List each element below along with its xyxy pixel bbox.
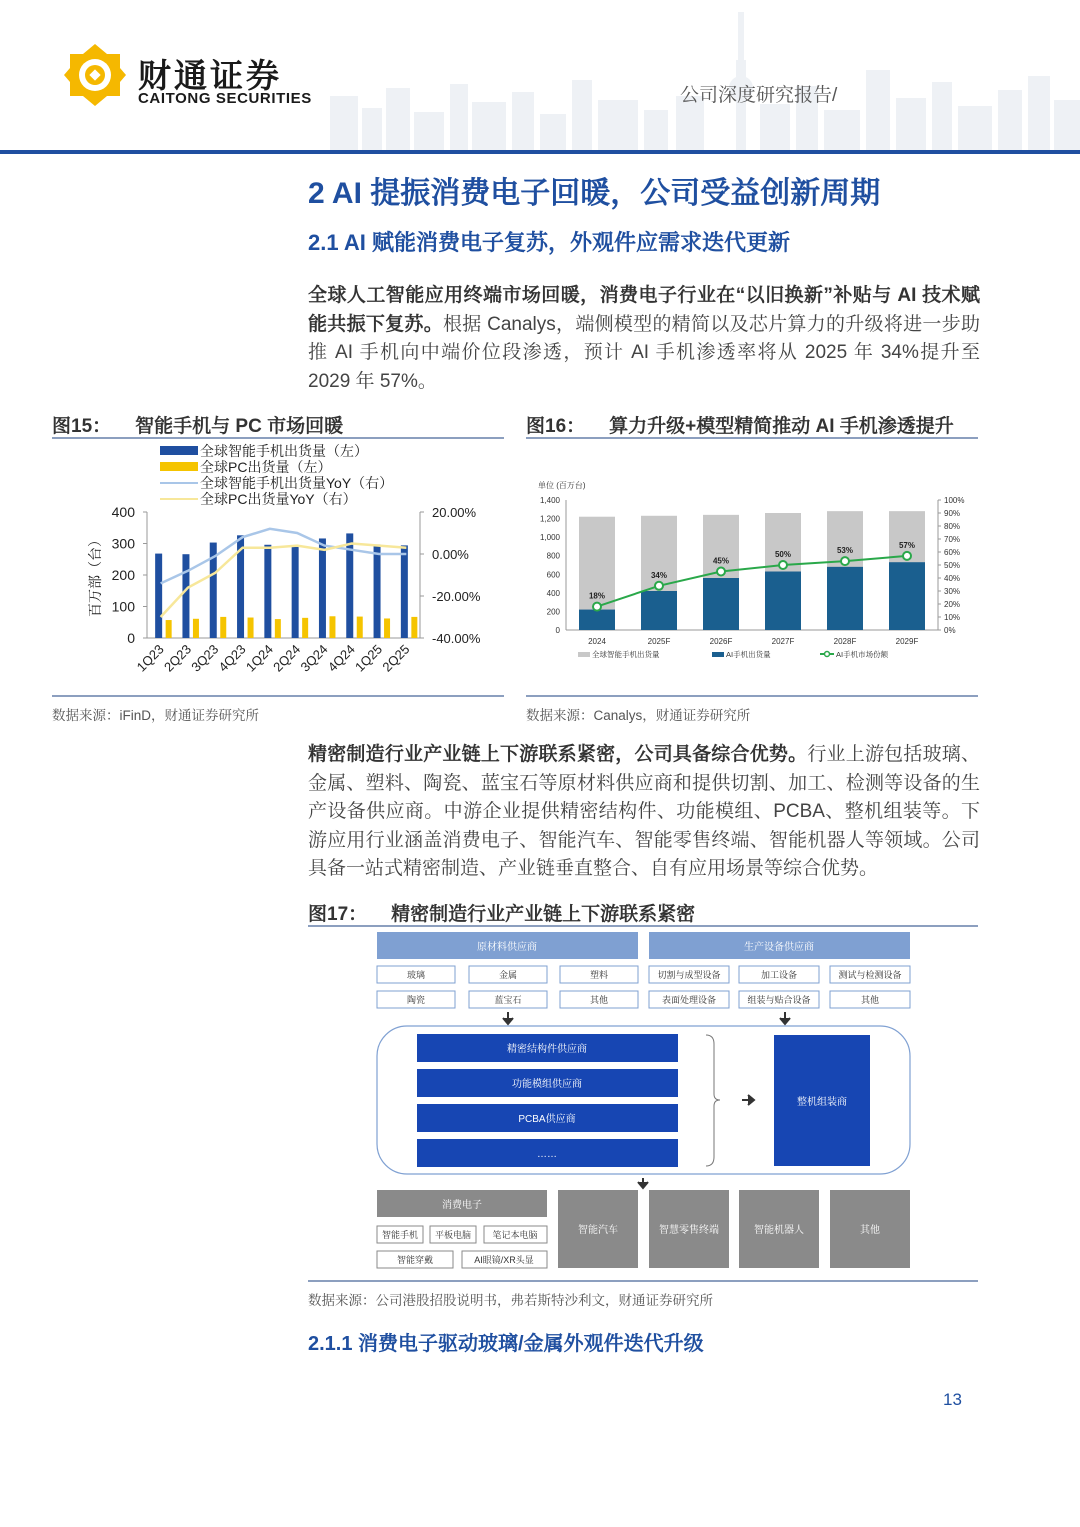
bar-ai-shipments	[765, 572, 801, 631]
raw-material-title: 原材料供应商	[477, 942, 537, 953]
ai-share-label: 57%	[898, 540, 916, 550]
arrow-down-icon	[780, 1012, 790, 1024]
x-tick-label: 2Q25	[379, 641, 413, 675]
x-tick-label: 2024	[588, 637, 606, 646]
y-tick-label: 0	[127, 630, 135, 646]
paragraph-1-body: 根据 Canalys，端侧模型的精简以及芯片算力的升级将进一步助推 AI 手机向中端价位段渗透，预计 AI 手机渗透率将从 2025 年 34%提升至 2029 年 57%。	[308, 313, 980, 392]
ai-share-label: 50%	[774, 550, 792, 559]
bar-smartphone	[319, 538, 326, 638]
fig17-number: 图17：	[308, 904, 368, 925]
consumer-item-tablet: 平板电脑	[434, 1230, 472, 1240]
fig15-number: 图15：	[52, 416, 112, 437]
legend-label: AI手机出货量	[726, 650, 771, 659]
fig16-top-rule	[526, 437, 978, 439]
x-tick-label: 2026F	[709, 637, 733, 646]
y2-tick-label: 0%	[944, 626, 956, 635]
bar-ai-shipments	[827, 567, 863, 630]
x-tick-label: 3Q24	[297, 641, 331, 675]
fig15-bottom-rule	[52, 695, 504, 697]
y-tick-label: 1,200	[539, 514, 560, 524]
y-axis-title: 百万部（台）	[87, 533, 103, 617]
paragraph-2-body: 行业上游包括玻璃、金属、塑料、陶瓷、蓝宝石等原材料供应商和提供切割、加工、检测等设备的生产设备供应商。中游企业提供精密结构件、功能模组、PCBA、整机组装等。下游应用行业涵盖消费电子、智能汽车、智能零售终端、智能机器人等领域。公司具备一站式精密制造、产业链垂直整合、自有应用场景等综合优势。	[308, 744, 980, 879]
y-tick-label: 600	[546, 570, 560, 580]
x-tick-label: 4Q23	[215, 641, 249, 675]
bar-ai-shipments	[641, 591, 677, 630]
raw-item-metal: 金属	[498, 970, 518, 980]
downstream-other: 其他	[860, 1225, 880, 1236]
legend-swatch	[825, 652, 830, 657]
x-tick-label: 2Q24	[270, 641, 304, 675]
downstream-robot: 智能机器人	[754, 1225, 804, 1236]
ai-share-point	[903, 552, 911, 560]
consumer-title: 消费电子	[442, 1200, 482, 1211]
y2-tick-label: 60%	[944, 548, 961, 557]
consumer-item-wearable: 智能穿戴	[396, 1255, 434, 1265]
fig17-bottom-rule	[308, 1280, 978, 1282]
mid-function-modules: 功能模组供应商	[512, 1079, 582, 1090]
y-tick-label: 100	[111, 598, 135, 615]
legend-swatch	[578, 652, 590, 657]
raw-item-glass: 玻璃	[406, 970, 426, 980]
fig16-caption: 算力升级+模型精简推动 AI 手机渗透提升	[609, 416, 954, 437]
fig17-caption: 精密制造行业产业链上下游联系紧密	[391, 904, 696, 925]
equipment-title: 生产设备供应商	[744, 942, 814, 953]
paragraph-2	[308, 741, 980, 884]
y2-tick-label: 80%	[944, 522, 961, 531]
raw-item-sapphire: 蓝宝石	[494, 995, 522, 1005]
header-rule	[0, 150, 1080, 154]
bar-smartphone	[292, 546, 299, 638]
y2-tick-label: 20.00%	[432, 505, 477, 520]
consumer-item-laptop: 笔记本电脑	[492, 1230, 538, 1240]
y-tick-label: 1,400	[539, 496, 560, 505]
y2-tick-label: -40.00%	[432, 631, 481, 646]
paragraph-1	[308, 282, 980, 396]
paragraph-2-lead: 精密制造行业产业链上下游联系紧密，公司具备综合优势。	[308, 744, 808, 765]
x-tick-label: 2027F	[771, 637, 795, 646]
consumer-item-ai-glasses: AI眼镜/XR头显	[474, 1255, 534, 1265]
legend-swatch	[160, 446, 198, 455]
legend-label: 全球智能手机出货量（左）	[200, 443, 368, 459]
fig16-source: 数据来源：Canalys，财通证券研究所	[526, 708, 751, 723]
y2-tick-label: 0.00%	[432, 547, 469, 562]
y2-tick-label: 90%	[944, 509, 961, 518]
fig17-source: 数据来源：公司港股招股说明书，弗若斯特沙利文，财通证券研究所	[308, 1293, 713, 1308]
bar-ai-shipments	[579, 610, 615, 630]
assembler-label: 整机组装商	[797, 1097, 847, 1108]
legend-label: 全球智能手机出货量YoY（右）	[200, 475, 394, 491]
fig15-source: 数据来源：iFinD，财通证券研究所	[52, 708, 260, 723]
y-tick-label: 0	[555, 626, 560, 635]
brand-name-en: CAITONG SECURITIES	[138, 90, 312, 107]
y2-tick-label: 30%	[944, 587, 961, 596]
x-tick-label: 1Q24	[242, 641, 276, 675]
bar-smartphone	[182, 554, 189, 638]
y2-tick-label: 100%	[944, 496, 965, 505]
x-tick-label: 1Q23	[133, 641, 167, 675]
y-tick-label: 1,000	[539, 533, 560, 543]
ai-share-point	[593, 603, 601, 611]
subsection-title: 2.1 AI 赋能消费电子复苏，外观件应需求迭代更新	[308, 230, 790, 255]
mid-more: ……	[537, 1149, 557, 1160]
y2-tick-label: -20.00%	[432, 589, 481, 604]
x-tick-label: 2029F	[895, 637, 919, 646]
bar-pc	[329, 616, 335, 638]
y2-tick-label: 20%	[944, 600, 961, 609]
report-type: 公司深度研究报告/	[680, 85, 838, 106]
bar-smartphone	[374, 544, 381, 638]
fig15-chart	[52, 440, 504, 690]
unit-label: 单位 (百万台)	[538, 481, 586, 490]
ai-share-point	[655, 582, 663, 590]
raw-item-ceramic: 陶瓷	[406, 995, 426, 1005]
raw-item-other: 其他	[589, 995, 609, 1005]
page-number: 13	[943, 1390, 962, 1409]
fig16-bottom-rule	[526, 695, 978, 697]
y2-tick-label: 70%	[944, 535, 961, 544]
bar-smartphone	[264, 545, 271, 638]
bar-pc	[357, 617, 363, 638]
x-tick-label: 2Q23	[160, 641, 195, 675]
bar-pc	[302, 618, 308, 638]
bar-ai-shipments	[889, 562, 925, 630]
bar-smartphone	[401, 545, 408, 638]
ai-share-point	[841, 557, 849, 565]
legend-swatch	[160, 462, 198, 471]
legend-label: 全球智能手机出货量	[592, 650, 660, 659]
mid-structural-parts: 精密结构件供应商	[507, 1044, 587, 1055]
equip-item-assembly: 组装与贴合设备	[747, 995, 811, 1005]
x-tick-label: 1Q25	[352, 641, 386, 675]
subsubsection-title: 2.1.1 消费电子驱动玻璃/金属外观件迭代升级	[308, 1333, 704, 1355]
ai-share-label: 18%	[588, 591, 606, 601]
arrow-down-icon	[503, 1012, 513, 1024]
bar-pc	[193, 619, 199, 638]
y-tick-label: 200	[111, 567, 135, 583]
equip-item-testing: 测试与检测设备	[838, 970, 902, 980]
ai-share-point	[717, 568, 725, 576]
equip-item-processing: 加工设备	[760, 970, 798, 980]
fig17-title	[308, 899, 695, 926]
raw-item-plastic: 塑料	[589, 970, 609, 980]
bar-pc	[248, 618, 254, 638]
bar-smartphone	[155, 554, 162, 638]
bar-ai-shipments	[703, 578, 739, 630]
mid-pcba: PCBA供应商	[518, 1114, 576, 1125]
x-tick-label: 4Q24	[324, 641, 358, 675]
fig15-caption: 智能手机与 PC 市场回暖	[135, 416, 344, 437]
y2-tick-label: 50%	[944, 561, 961, 570]
x-tick-label: 2025F	[647, 637, 671, 646]
caitong-logo-icon	[62, 42, 128, 108]
consumer-item-phone: 智能手机	[381, 1230, 419, 1240]
line-smartphone-yoy	[161, 529, 407, 584]
x-tick-label: 2028F	[833, 637, 857, 646]
downstream-auto: 智能汽车	[578, 1225, 618, 1236]
fig16-number: 图16：	[526, 416, 586, 437]
fig15-title	[52, 411, 343, 438]
ai-share-label: 34%	[650, 570, 668, 580]
equip-item-cutting: 切割与成型设备	[657, 970, 721, 980]
fig15-top-rule	[52, 437, 504, 439]
y2-tick-label: 40%	[944, 574, 961, 583]
downstream-retail: 智慧零售终端	[659, 1225, 719, 1236]
equip-item-other: 其他	[860, 995, 880, 1005]
paragraph-1-lead: 全球人工智能应用终端市场回暖，消费电子行业在“以旧换新”补贴与 AI 技术赋能共振下复苏。	[308, 285, 980, 335]
ai-share-point	[779, 561, 787, 569]
y-tick-label: 300	[111, 535, 135, 552]
section-title: 2 AI 提振消费电子回暖，公司受益创新周期	[308, 177, 881, 210]
x-tick-label: 3Q23	[188, 641, 222, 675]
y-tick-label: 400	[546, 588, 560, 598]
bar-pc	[275, 619, 281, 638]
line-pc-yoy	[161, 544, 407, 618]
fig16-chart	[526, 470, 978, 670]
bar-pc	[166, 620, 172, 638]
legend-label: 全球PC出货量YoY（右）	[200, 491, 357, 507]
arrow-down-icon	[638, 1178, 648, 1188]
legend-label: 全球PC出货量（左）	[200, 459, 332, 475]
bar-pc	[411, 617, 417, 638]
y-tick-label: 400	[111, 504, 135, 520]
legend-label: AI手机市场份额	[836, 650, 889, 659]
bar-pc	[220, 617, 226, 638]
brand-name-cn: 财通证券	[138, 56, 282, 95]
equip-item-surface: 表面处理设备	[661, 995, 717, 1005]
legend-swatch	[712, 652, 724, 657]
fig16-title	[526, 411, 954, 438]
ai-share-label: 45%	[712, 556, 730, 566]
y-tick-label: 800	[546, 551, 560, 561]
y-tick-label: 200	[546, 607, 560, 617]
fig17-diagram	[370, 928, 916, 1278]
fig17-top-rule	[308, 925, 978, 927]
bar-pc	[384, 618, 390, 638]
y2-tick-label: 10%	[944, 613, 961, 622]
ai-share-label: 53%	[836, 546, 854, 556]
